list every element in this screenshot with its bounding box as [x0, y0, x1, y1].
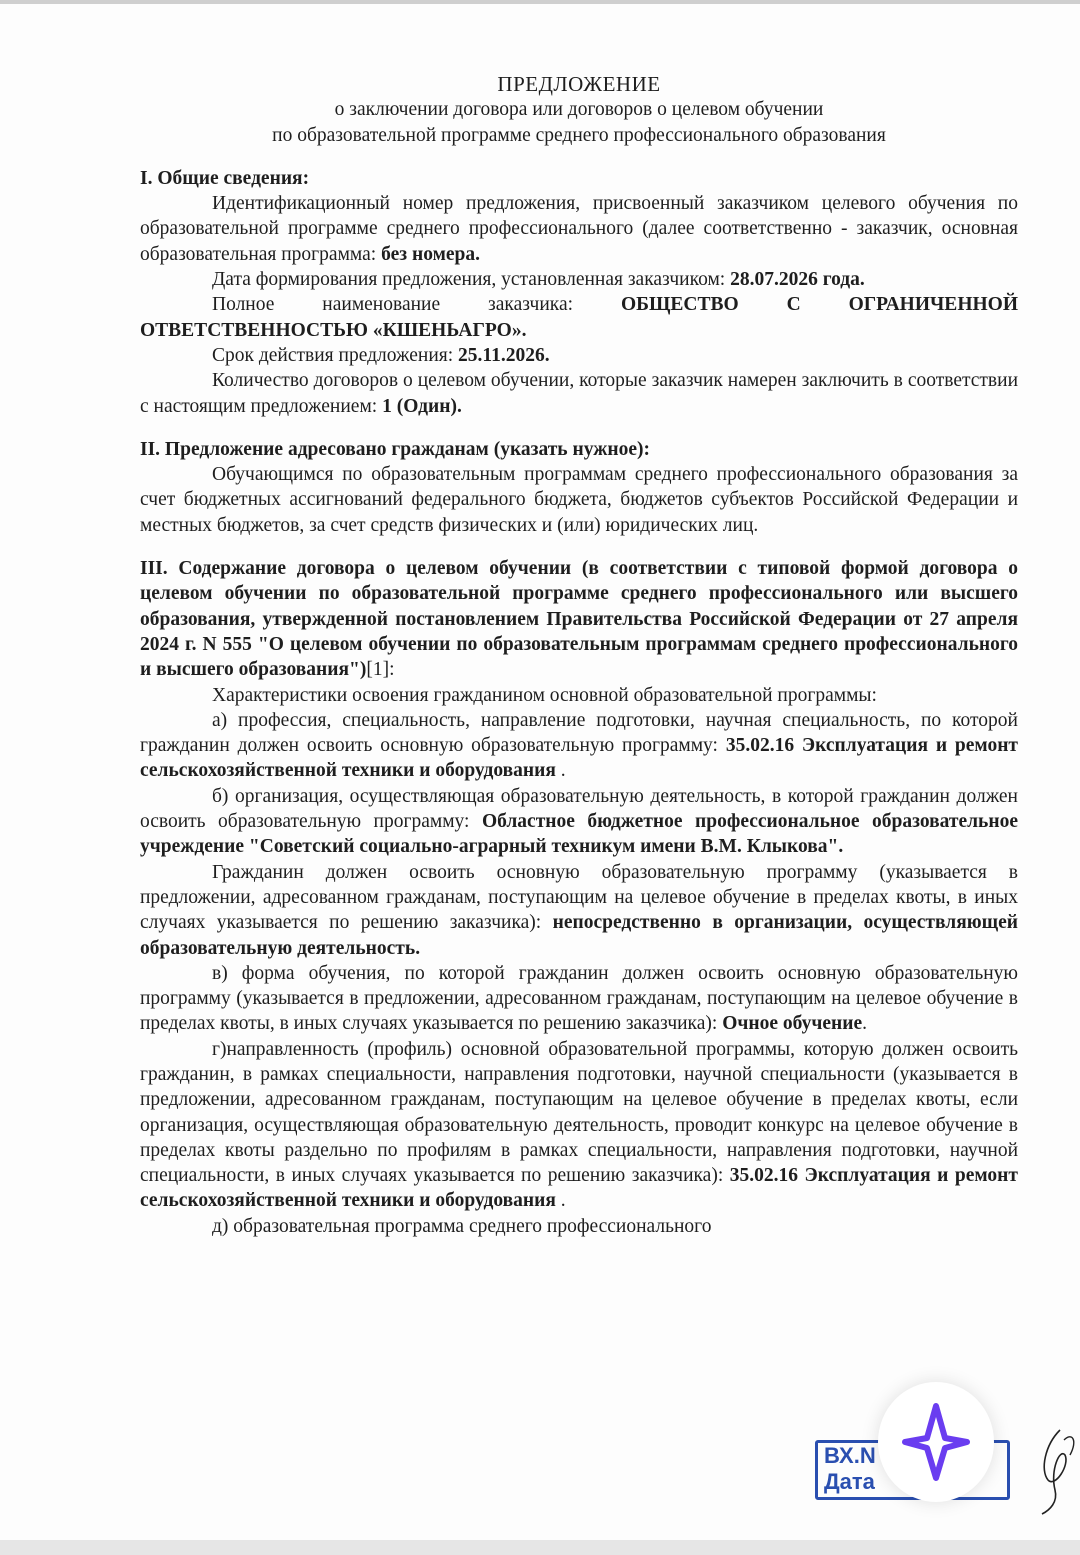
section-2-heading: II. Предложение адресовано гражданам (указать нужное):	[140, 438, 650, 460]
page-bottom-margin	[0, 1540, 1080, 1555]
citizen-paragraph	[140, 860, 1018, 961]
document-subtitle-1: о заключении договора или договоров о целевом обучении	[334, 99, 824, 121]
section-1-count-paragraph	[140, 368, 1018, 419]
date-value: 28.07.2026 года.	[730, 269, 865, 291]
item-v-label: в) форма обучения, по которой гражданин должен освоить основную образовательную программу (указывается в предложении, адресованном гражданам, поступающим на целевое обучение в пределах квоты, в иных случаях указывается по решению заказчика):	[140, 962, 1018, 1035]
signature-icon	[1020, 1410, 1080, 1520]
characteristics-paragraph: Характеристики освоения гражданином основной образовательной программы:	[212, 684, 877, 706]
id-value: без номера.	[381, 243, 480, 265]
item-a-label: а) профессия, специальность, направление подготовки, научная специальность, по которой гражданин должен освоить основную образовательную программу:	[140, 709, 1018, 757]
validity-label: Срок действия предложения:	[212, 344, 454, 366]
item-v-paragraph: в) форма обучения, по которой гражданин должен освоить основную образовательную программу (указывается в предложении, адресованном гражданам, поступающим на целевое обучение в пределах квоты, в иных случаях указывается по решению заказчика): Очное обучение.	[140, 962, 1018, 1035]
stamp-number-label: ВХ.N	[824, 1443, 876, 1468]
document-body	[140, 72, 1018, 1239]
item-v-value: Очное обучение	[722, 1013, 863, 1035]
item-g-value: 35.02.16 Эксплуатация и ремонт сельскохозяйственной техники и оборудования	[140, 1165, 1018, 1212]
section-1-name-paragraph	[140, 292, 1018, 343]
customer-name-label: Полное наименование заказчика:	[212, 294, 574, 316]
section-1-heading: I. Общие сведения:	[140, 167, 310, 189]
section-1-validity-paragraph	[140, 343, 1018, 368]
citizen-label: Гражданин должен освоить основную образовательную программу (указывается в предложении, адресованном гражданам, поступающим на целевое обучение в пределах квоты, в иных случаях указывается по решению заказчика):	[140, 861, 1018, 934]
stamp-date-label: Дата	[824, 1469, 875, 1494]
contract-count-label: Количество договоров о целевом обучении, которые заказчик намерен заключить в соответствии с настоящим предложением:	[140, 370, 1018, 417]
item-b-label: б) организация, осуществляющая образовательную деятельность, в которой гражданин должен освоить образовательную программу:	[140, 785, 1018, 833]
item-b-paragraph	[140, 784, 1018, 860]
document-subtitle-2: по образовательной программе среднего профессионального образования	[272, 124, 886, 146]
section-3-heading-paragraph	[140, 556, 1018, 682]
item-a-value: 35.02.16 Эксплуатация и ремонт сельскохозяйственной техники и оборудования	[140, 735, 1019, 782]
footnote-ref: [1]:	[366, 659, 395, 681]
page-edge	[0, 0, 1080, 4]
section-3-heading: III. Содержание договора о целевом обучении (в соответствии с типовой формой договора о целевом обучении по образовательной программе среднего профессионального или высшего образования, утвержденной постановлением Правительства Российской Федерации от 27 апреля 2024 г. N 555 "О целевом обучении по образовательным программам среднего профессионального и высшего образования")	[140, 558, 1018, 681]
item-b-value: Областное бюджетное профессиональное образовательное учреждение "Советский социально-аграрный техникум имени В.М. Клыкова".	[140, 811, 1018, 858]
section-1-date-paragraph	[140, 267, 1018, 292]
date-label: Дата формирования предложения, установленная заказчиком:	[212, 269, 726, 291]
contract-count-value: 1 (Один).	[382, 395, 462, 417]
section-2-text: Обучающимся по образовательным программам среднего профессионального образования за счет бюджетных ассигнований федерального бюджета, бюджетов субъектов Российской Федерации и местных бюджетов, за счет средств физических и (или) юридических лиц.	[140, 464, 1018, 536]
item-a-paragraph: а) профессия, специальность, направление подготовки, научная специальность, по которой гражданин должен освоить основную образовательную программу: 35.02.16 Эксплуатация и ремонт сельскохозяйственной техники и оборудования .	[140, 709, 1019, 782]
customer-name-value: ОБЩЕСТВО С ОГРАНИЧЕННОЙ ОТВЕТСТВЕННОСТЬЮ «КШЕНЬАГРО».	[140, 294, 1018, 341]
item-g-label: г)направленность (профиль) основной образовательной программы, которую должен освоить гражданин, в рамках специальности, направления подготовки, научной специальности (указывается в предложении, адресованном гражданам, поступающим на целевое обучение в пределах квоты, если организация, осуществляющая образовательную деятельность, проводит конкурс на целевое обучение в пределах квоты раздельно по профилям в рамках специальности, направления подготовки, научной специальности, в иных случаях указывается по решению заказчика):	[140, 1038, 1018, 1187]
id-label: Идентификационный номер предложения, присвоенный заказчиком целевого обучения по образовательной программе среднего профессионального (далее соответственно - заказчик, основная образовательная программа:	[140, 193, 1018, 265]
sparkle-logo-icon	[901, 1402, 971, 1482]
citizen-value: непосредственно в организации, осуществляющей образовательную деятельность.	[140, 912, 1019, 959]
item-d-paragraph: д) образовательная программа среднего профессионального	[212, 1215, 712, 1237]
section-1-id-paragraph	[140, 191, 1018, 267]
validity-value: 25.11.2026.	[458, 344, 550, 366]
document-title: ПРЕДЛОЖЕНИЕ	[497, 72, 661, 96]
app-logo-badge[interactable]	[878, 1382, 994, 1502]
item-g-paragraph: г)направленность (профиль) основной образовательной программы, которую должен освоить гражданин, в рамках специальности, направления подготовки, научной специальности (указывается в предложении, адресованном гражданам, поступающим на целевое обучение в пределах квоты, если организация, осуществляющая образовательную деятельность, проводит конкурс на целевое обучение в пределах квоты раздельно по профилям в рамках специальности, направления подготовки, научной специальности, в иных случаях указывается по решению заказчика): 35.02.16 Эксплуатация и ремонт сельскохозяйственной техники и оборудования .	[140, 1038, 1018, 1212]
